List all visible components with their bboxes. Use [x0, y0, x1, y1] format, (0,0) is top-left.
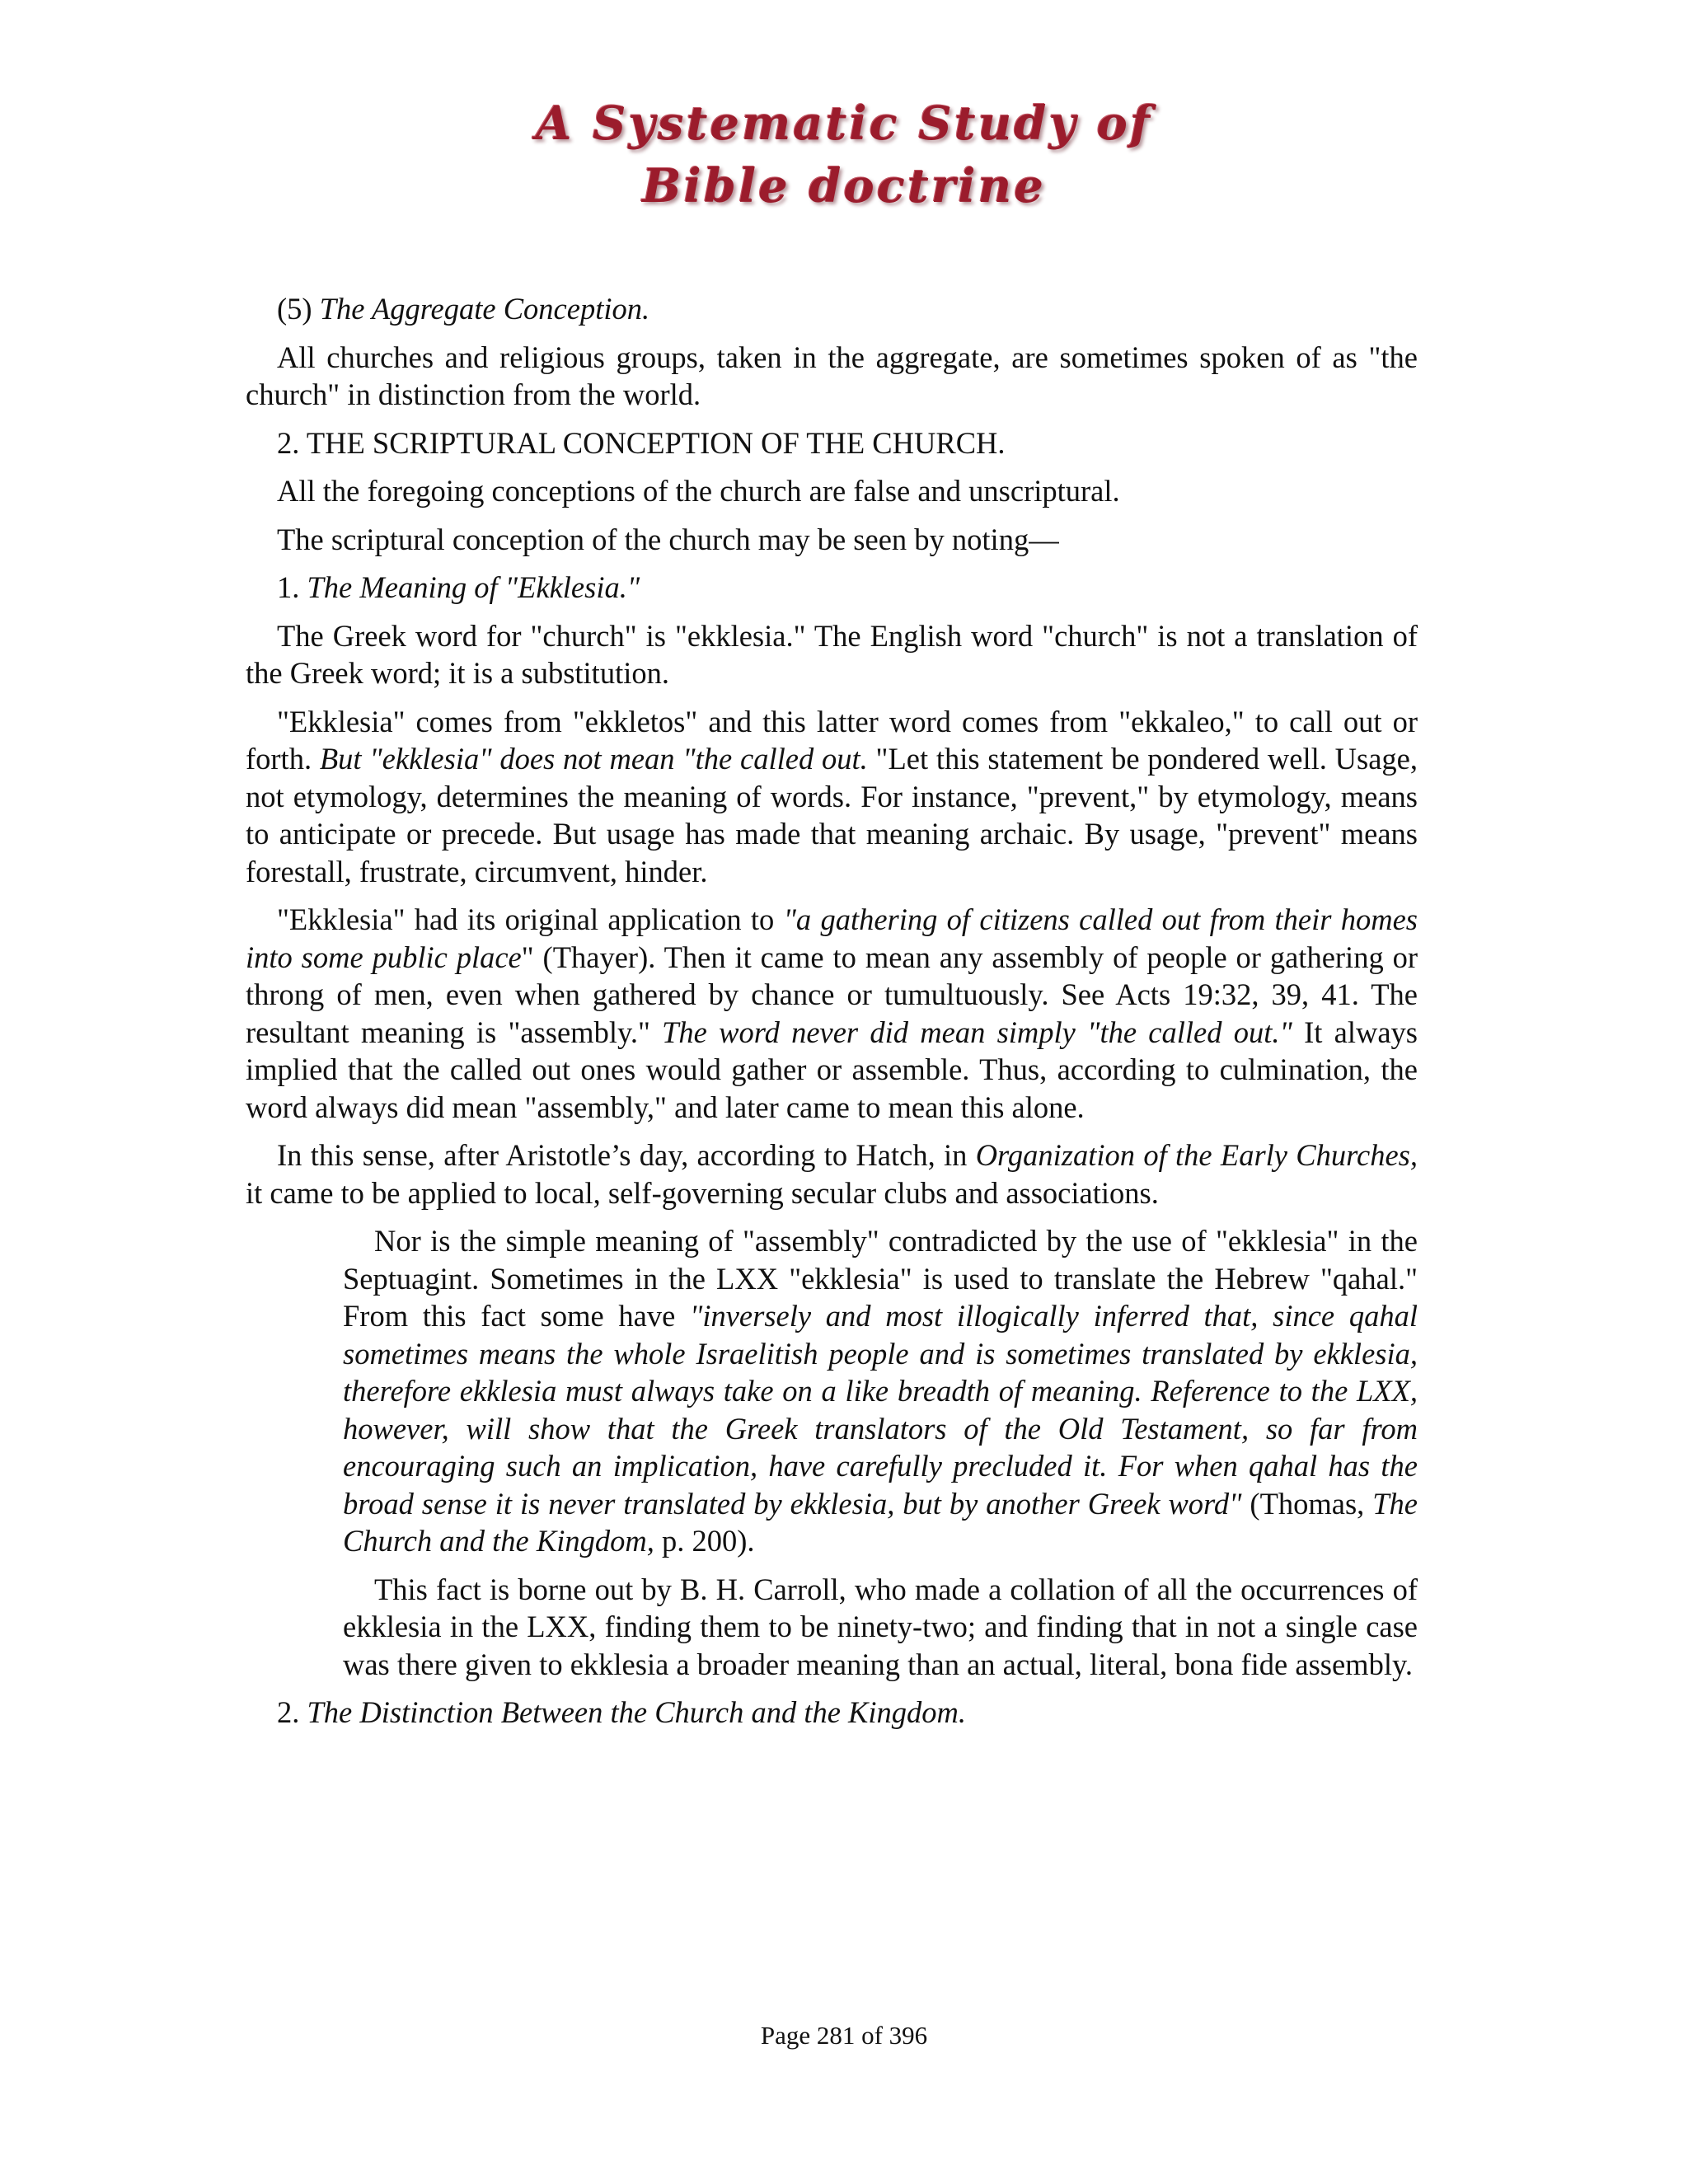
section-heading-aggregate — [246, 290, 1418, 328]
text-run: "Ekklesia" comes from "ekkletos" and this latter word comes from "ekkaleo," to call out or forth. — [246, 704, 1418, 776]
book-title: Organization of the Early Churches, — [975, 1138, 1418, 1172]
paragraph-greek-word: The Greek word for "church" is "ekklesia." The English word "church" is not a translation of the Greek word; it is a substitution. — [246, 618, 1418, 690]
section-heading-meaning — [246, 569, 1418, 607]
section-number: (5) — [277, 292, 320, 326]
paragraph-etymology — [246, 703, 1418, 891]
section-title: The Meaning of "Ekklesia." — [307, 570, 640, 604]
page-number: Page 281 of 396 — [760, 2021, 928, 2050]
section-number: 1. — [277, 570, 307, 604]
block-quote — [246, 1222, 1418, 1683]
text-run: "Ekklesia" had its original application to — [277, 902, 784, 936]
section-heading-distinction — [246, 1694, 1418, 1732]
section-number: 2. — [277, 1695, 307, 1729]
text-run: "Let this statement be pondered well. Usage, not etymology, determines the meaning of words. For instance, "prevent," by etymology, means to anticipate or precede. But usage has made that meaning archaic. By usage, "prevent" means forestall, frustrate, circumvent, hinder. — [246, 742, 1418, 888]
section-heading-scriptural: 2. THE SCRIPTURAL CONCEPTION OF THE CHURCH. — [277, 425, 1006, 460]
section-title: The Distinction Between the Church and the Kingdom. — [307, 1695, 967, 1729]
text-run: (Thomas, — [1241, 1486, 1373, 1521]
text-run: " (Thayer). Then it came to mean any assembly of people or gathering or throng of men, even when gathered by chance or tumultuously. See Acts 19:32, 39, 41. The resultant meaning is "assembly." — [246, 940, 1418, 1049]
page-body — [246, 290, 1418, 1742]
text-run: In this sense, after Aristotle’s day, according to Hatch, in — [277, 1138, 976, 1172]
emphasis-run: But "ekklesia" does not mean "the called out. — [319, 742, 868, 776]
header-title-line-2: Bible doctrine — [642, 159, 1046, 213]
section-title: The Aggregate Conception. — [319, 292, 650, 326]
text-run: p. 200). — [654, 1524, 755, 1558]
paragraph-hatch — [246, 1137, 1418, 1212]
quote-paragraph-septuagint — [343, 1222, 1418, 1560]
text-run: It always implied that the called out ones would gather or assemble. Thus, according to culmination, the word always did mean "assembly," and later came to mean this alone. — [246, 1015, 1418, 1124]
quote-paragraph-carroll: This fact is borne out by B. H. Carroll, who made a collation of all the occurrences of ekklesia in the LXX, finding them to be ninety-two; and finding that in not a single case was there given to ekklesia a broader meaning than an actual, literal, bona fide assembly. — [343, 1572, 1418, 1681]
book-title: The Church and the Kingdom, — [343, 1486, 1418, 1558]
paragraph-foregoing: All the foregoing conceptions of the church are false and unscriptural. — [277, 474, 1120, 508]
page-header — [0, 92, 1688, 218]
paragraph-aggregate: All churches and religious groups, taken in the aggregate, are sometimes spoken of as "the church" in distinction from the world. — [246, 340, 1418, 411]
paragraph-original-application — [246, 901, 1418, 1126]
emphasis-run: The word never did mean simply "the called out." — [662, 1015, 1292, 1049]
paragraph-noting: The scriptural conception of the church may be seen by noting— — [277, 522, 1059, 556]
emphasis-run: "a gathering of citizens called out from their homes into some public place — [246, 902, 1418, 974]
text-run: Nor is the simple meaning of "assembly" contradicted by the use of "ekklesia" in the Septuagint. Sometimes in the LXX "ekklesia" is used to translate the Hebrew "qahal." From this fact some have — [343, 1224, 1418, 1333]
text-run: it came to be applied to local, self-governing secular clubs and associations. — [246, 1175, 1159, 1210]
header-title-line-1: A Systematic Study of — [536, 96, 1152, 151]
emphasis-run: "inversely and most illogically inferred that, since qahal sometimes means the whole Israelitish people and is sometimes translated by ekklesia, therefore ekklesia must always take on a like breadth of meaning. Reference to the LXX, however, will show that the Greek translators of the Old Testament, so far from encouraging such an implication, have carefully precluded it. For when qahal has the broad sense it is never translated by ekklesia, but by another Greek word" — [343, 1299, 1418, 1521]
